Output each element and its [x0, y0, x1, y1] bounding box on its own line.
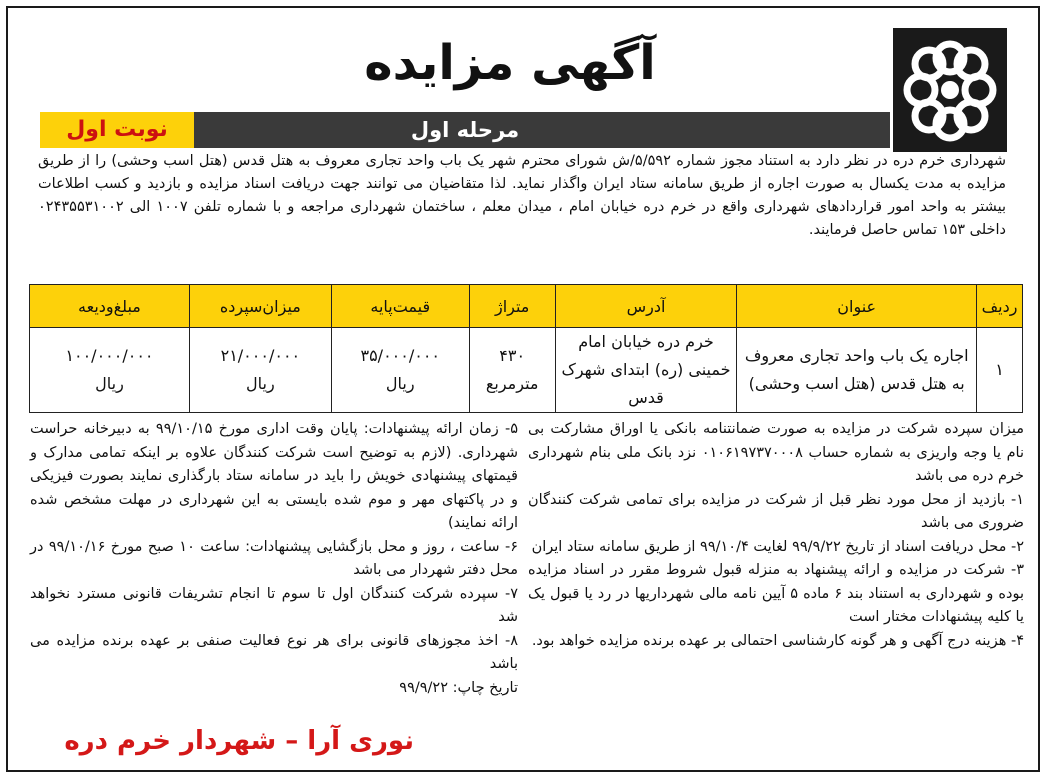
security-unit: ریال [95, 374, 124, 393]
cell-address: خرم دره خیابان امام خمینی (ره) ابتدای شهرک قدس [555, 328, 737, 413]
security-value: ۱۰۰/۰۰۰/۰۰۰ [65, 346, 154, 365]
condition-item: ۱- بازدید از محل مورد نظر قبل از شرکت در مزایده برای تمامی شرکت کنندگان ضروری می باشد [528, 491, 1024, 531]
header-address: آدرس [555, 285, 737, 328]
municipality-logo-icon [893, 28, 1007, 152]
header-security: مبلغ‌ودیعه [30, 285, 190, 328]
condition-item: ۴- هزینه درج آگهی و هر گونه کارشناسی احتمالی بر عهده برنده مزایده خواهد بود. [531, 632, 1024, 649]
notice-title: آگهی مزایده [364, 35, 656, 91]
table-row [30, 328, 1023, 413]
cell-base-price [331, 328, 469, 413]
stage-label: مرحله اول [410, 118, 520, 142]
intro-paragraph: شهرداری خرم دره در نظر دارد به استناد مجوز شماره ۵/۵۹۲/ش شورای محترم شهر یک باب واحد تجاری معروف به هتل قدس (هتل اسب وحشی) را از طریق مزایده به مدت یکسال به صورت اجاره از طریق سامانه ستاد ایران واگذار نماید. لذا متقاضیان می توانند جهت دریافت اسناد مزایده و بازدید و کسب اطلاعات بیشتر به واحد امور قراردادهای شهرداری واقع در خرم دره خیابان امام ، میدان معلم ، ساختمان شهرداری مراجعه و با شماره تلفن ۱۰۰۷ الی ۰۲۴۳۵۵۳۱۰۰۲ داخلی ۱۵۳ تماس حاصل فرمایند. [38, 153, 1006, 238]
header-area: متراژ [469, 285, 555, 328]
area-unit: مترمربع [485, 374, 539, 393]
cell-row-no: ۱ [977, 328, 1023, 413]
deposit-unit: ریال [246, 374, 275, 393]
base-price-value: ۳۵/۰۰۰/۰۰۰ [360, 346, 441, 365]
print-date: تاریخ چاپ: ۹۹/۹/۲۲ [399, 679, 518, 696]
table-header-row [30, 285, 1023, 328]
round-badge: نوبت اول [40, 112, 194, 148]
header-title: عنوان [737, 285, 977, 328]
conditions-left-column [30, 418, 518, 700]
condition-item: ۵- زمان ارائه پیشنهادات: پایان وقت اداری مورخ ۹۹/۱۰/۱۵ به دبیرخانه حراست شهرداری. (لازم به توضیح است شرکت کنندگان علاوه بر اینکه تمامی مدارک و قیمتهای پیشنهادی خویش را باید در سامانه ستاد بارگذاری نمایند بصورت فیزیکی و در پاکتهای مهر و موم شده بایستی به این شهرداری در مهلت مشخص شده ارائه نمایند) [30, 421, 518, 531]
cell-title: اجاره یک باب واحد تجاری معروف به هتل قدس (هتل اسب وحشی) [737, 328, 977, 413]
header-row-no: ردیف [977, 285, 1023, 328]
header-base-price: قیمت‌پایه [331, 285, 469, 328]
condition-item: ۳- شرکت در مزایده و ارائه پیشنهاد به منزله قبول شروط مقرر در اسناد مزایده بوده و شهرداری به استناد بند ۶ ماده ۵ آیین نامه مالی شهرداریها در رد یا قبول یک یا کلیه پیشنهادات مختار است [528, 562, 1024, 625]
condition-item: ۶- ساعت ، روز و محل بازگشایی پیشنهادات: ساعت ۱۰ صبح مورخ ۹۹/۱۰/۱۶ در محل دفتر شهردار می باشد [30, 538, 518, 578]
cell-security [30, 328, 190, 413]
area-value: ۴۳۰ [499, 346, 526, 365]
header-deposit: میزان‌سپرده [189, 285, 331, 328]
conditions-right-column [528, 418, 1024, 653]
condition-item: میزان سپرده شرکت در مزایده به صورت ضمانتنامه بانکی یا اوراق مشارکت بی نام یا وجه واریزی به شماره حساب ۰۱۰۶۱۹۷۳۷۰۰۰۸ نزد بانک ملی بنام شهرداری خرم دره می باشد [528, 421, 1024, 484]
base-price-unit: ریال [385, 374, 415, 393]
auction-items-table [29, 284, 1023, 413]
cell-deposit [189, 328, 331, 413]
condition-item: ۲- محل دریافت اسناد از تاریخ ۹۹/۹/۲۲ لغایت ۹۹/۱۰/۴ از طریق سامانه ستاد ایران [531, 538, 1024, 555]
condition-item: ۸- اخذ مجوزهای قانونی برای هر نوع فعالیت صنفی بر عهده برنده مزایده می باشد [30, 632, 518, 672]
mayor-signature: نوری آرا – شهردار خرم دره [64, 726, 414, 756]
cell-area [469, 328, 555, 413]
deposit-value: ۲۱/۰۰۰/۰۰۰ [220, 346, 301, 365]
condition-item: ۷- سپرده شرکت کنندگان اول تا سوم تا انجام تشریفات قانونی مسترد نخواهد شد [30, 585, 518, 625]
